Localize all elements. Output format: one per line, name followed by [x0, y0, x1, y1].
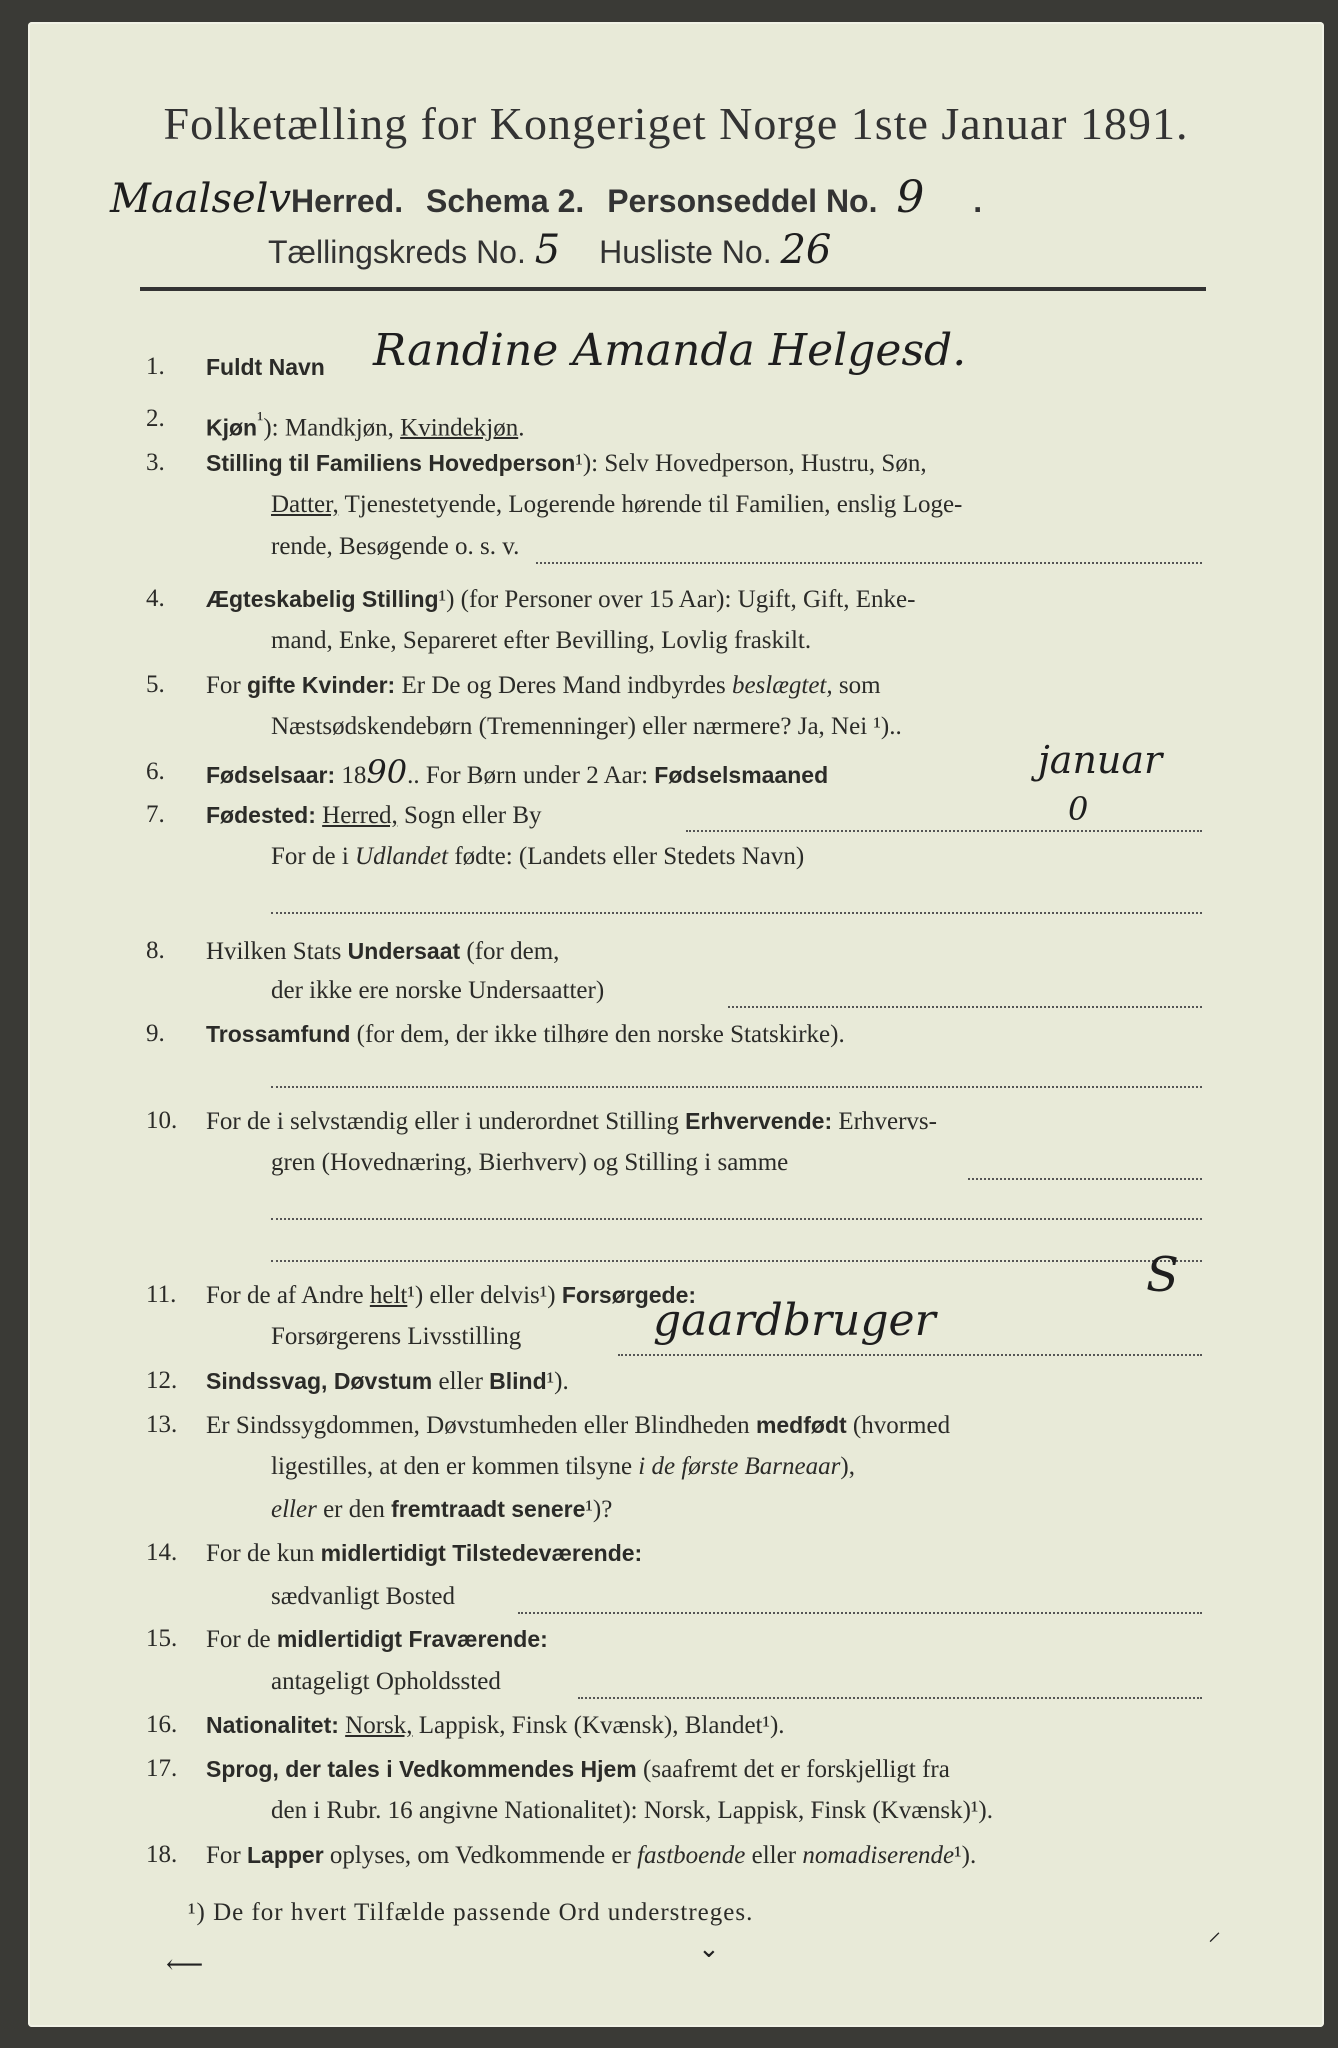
question-number: 8. — [146, 937, 165, 964]
header-rule — [140, 287, 1206, 291]
question-number: 17. — [146, 1755, 178, 1782]
husliste-number: 26 — [780, 227, 832, 273]
husliste-label: Husliste No. — [599, 234, 772, 270]
question-label: Forsørgede: — [561, 1282, 697, 1308]
answer-line — [686, 830, 1202, 832]
answer-line — [728, 1006, 1202, 1008]
margin-mark: S — [1146, 1247, 1179, 1303]
corner-mark-icon: ⸝ — [1208, 1917, 1222, 1946]
census-form-sheet: Folketælling for Kongeriget Norge 1ste Januar 1891. MaalselvHerred. Schema 2. Personseddel No. 9 . Tællingskreds No. 5 Husliste No. 26 1. Fuldt Navn Randine Amanda Helgesd. 2. Kjøn$^{^1}$): Mandkjøn, Kvindekjøn. 3. Stilling til Familiens Hovedperson¹): Selv Hovedperson, Hustru, Søn, Datter, Tjenestetyende, Logerende hørende til Familien, enslig Loge- rende, Besøgende o. s. v. 4. Ægteskabelig Stilling¹) (for Personer over 15 Aar): Ugift, Gift, Enke- mand, Enke, Separeret efter Bevilling, Lovlig fraskilt. 5. For gifte Kvinder: Er De og Deres Mand indbyrdes beslægtet, som Næstsødskendebørn (Tremenninger) eller nærmere? Ja, Nei ¹).. 6. Fødselsaar: 1890.. For Børn under 2 Aar: Fødselsmaaned januar 7. Fødested: Herred, Sogn eller By 0 For de i Udlandet fødte: (Landets eller Stedets Navn) 8. Hvilken Stats Undersaat (for dem, der ikke ere norske Undersaatter) 9. Trossamfund (for dem, der ikke tilhøre den norske Statskirke). 10. For de i selvstændig eller i underordnet Stilling Erhvervende: Erhvervs- gren (Hovednæring, Bierhverv) og Stilling i samme 11. For de af Andre helt¹) eller delvis¹) Forsørgede: S Forsørgerens Livsstilling gaardbruger 12. Sindssvag, Døvstum eller Blind¹). 13. Er Sindssygdommen, Døvstumheden eller Blindheden medfødt (hvormed ligestilles, at den er kommen tilsyne i de første Barneaar), eller er den fremtraadt senere¹)? 14. For de kun midlertidigt Tilstedeværende: sædvanligt Bosted 15. For de midlertidigt Fraværende: antageligt Opholdssted 16. Nationalitet: Norsk, Lappisk, Finsk (Kvænsk), Blandet¹). 17. Sprog, der tales i Vedkommendes Hjem (saafremt det er forskjelligt fra den i Rubr. 16 angivne Nationalitet): Norsk, Lappisk, Finsk (Kvænsk)¹). 18. For Lapper oplyses, om Vedkommende er fastboende eller nomadiserende¹). ¹) De for hvert Tilfælde passende Ord understreges. ⟵ ⌄ ⸝ — [28, 22, 1324, 2027]
question-label: Ægteskabelig Stilling — [206, 586, 439, 612]
question-number: 2. — [146, 405, 165, 432]
question-label: Stilling til Familiens Hovedperson — [206, 450, 576, 476]
question-number: 12. — [146, 1367, 178, 1394]
question-label: Lapper — [246, 1842, 324, 1868]
answer-line — [968, 1178, 1202, 1180]
answer-line — [271, 912, 1202, 914]
question-label: Nationalitet: — [206, 1712, 339, 1738]
answer-line — [536, 562, 1202, 564]
herred-label: Herred. — [291, 183, 404, 219]
selected-option: Norsk, — [345, 1712, 413, 1739]
question-number: 10. — [146, 1107, 178, 1134]
herred-name: Maalselv — [110, 176, 292, 222]
answer-line — [271, 1086, 1202, 1088]
birthplace-answer: 0 — [1068, 790, 1089, 828]
question-number: 1. — [146, 353, 165, 380]
kreds-label: Tællingskreds No. — [268, 234, 526, 270]
question-label: gifte Kvinder: — [246, 672, 396, 698]
question-label: Sindssvag, Døvstum — [206, 1368, 433, 1394]
selected-option: Kvindekjøn — [400, 414, 519, 442]
question-number: 4. — [146, 585, 165, 612]
question-label: Sprog, der tales i Vedkommendes Hjem — [206, 1756, 637, 1782]
question-number: 9. — [146, 1020, 165, 1047]
question-label: Trossamfund — [206, 1021, 351, 1047]
kreds-number: 5 — [534, 227, 561, 273]
question-label: Undersaat — [347, 938, 461, 964]
question-number: 7. — [146, 801, 165, 828]
question-label: Fødested: — [206, 802, 316, 828]
answer-line — [578, 1697, 1202, 1699]
corner-mark-icon: ⟵ — [166, 1950, 204, 1979]
answer-line — [271, 1218, 1202, 1220]
question-number: 13. — [146, 1411, 178, 1438]
question-number: 14. — [146, 1539, 178, 1566]
center-mark-icon: ⌄ — [698, 1934, 720, 1963]
question-label: Erhvervende: — [685, 1108, 833, 1134]
answer-line — [518, 1612, 1202, 1614]
personseddel-label: Personseddel No. — [607, 183, 878, 219]
birth-month-answer: januar — [1038, 738, 1163, 782]
question-label: midlertidigt Tilstedeværende: — [320, 1540, 643, 1566]
question-number: 5. — [146, 671, 165, 698]
selected-option: Datter, — [271, 491, 339, 518]
question-label: medfødt — [755, 1412, 847, 1438]
question-label: Fødselsaar: — [206, 762, 336, 788]
question-label: Fødselsmaaned — [654, 762, 829, 788]
question-label: Fuldt Navn — [206, 354, 325, 380]
answer-line — [618, 1354, 1202, 1356]
question-number: 6. — [146, 758, 165, 785]
birth-year-answer: 90 — [366, 753, 408, 791]
question-number: 15. — [146, 1625, 178, 1652]
schema-label: Schema 2. — [425, 183, 585, 219]
question-label: midlertidigt Fraværende: — [276, 1626, 548, 1652]
header-line-2 — [268, 227, 831, 273]
question-number: 11. — [146, 1281, 177, 1308]
selected-option: helt — [369, 1282, 408, 1309]
selected-option: Herred, — [322, 802, 398, 829]
provider-occupation-answer: gaardbruger — [653, 1295, 936, 1346]
footnote: ¹) De for hvert Tilfælde passende Ord understreges. — [188, 1899, 754, 1926]
full-name-answer: Randine Amanda Helgesd. — [373, 325, 967, 376]
answer-line — [271, 1260, 1202, 1262]
question-number: 16. — [146, 1711, 178, 1738]
personseddel-number: 9 — [896, 172, 925, 223]
header-line-1: MaalselvHerred. Schema 2. Personseddel No. 9 . — [110, 172, 983, 223]
question-label: Kjøn — [206, 414, 258, 441]
question-number: 3. — [146, 449, 165, 476]
question-number: 18. — [146, 1841, 178, 1868]
form-title: Folketælling for Kongeriget Norge 1ste Januar 1891. — [163, 98, 1189, 149]
